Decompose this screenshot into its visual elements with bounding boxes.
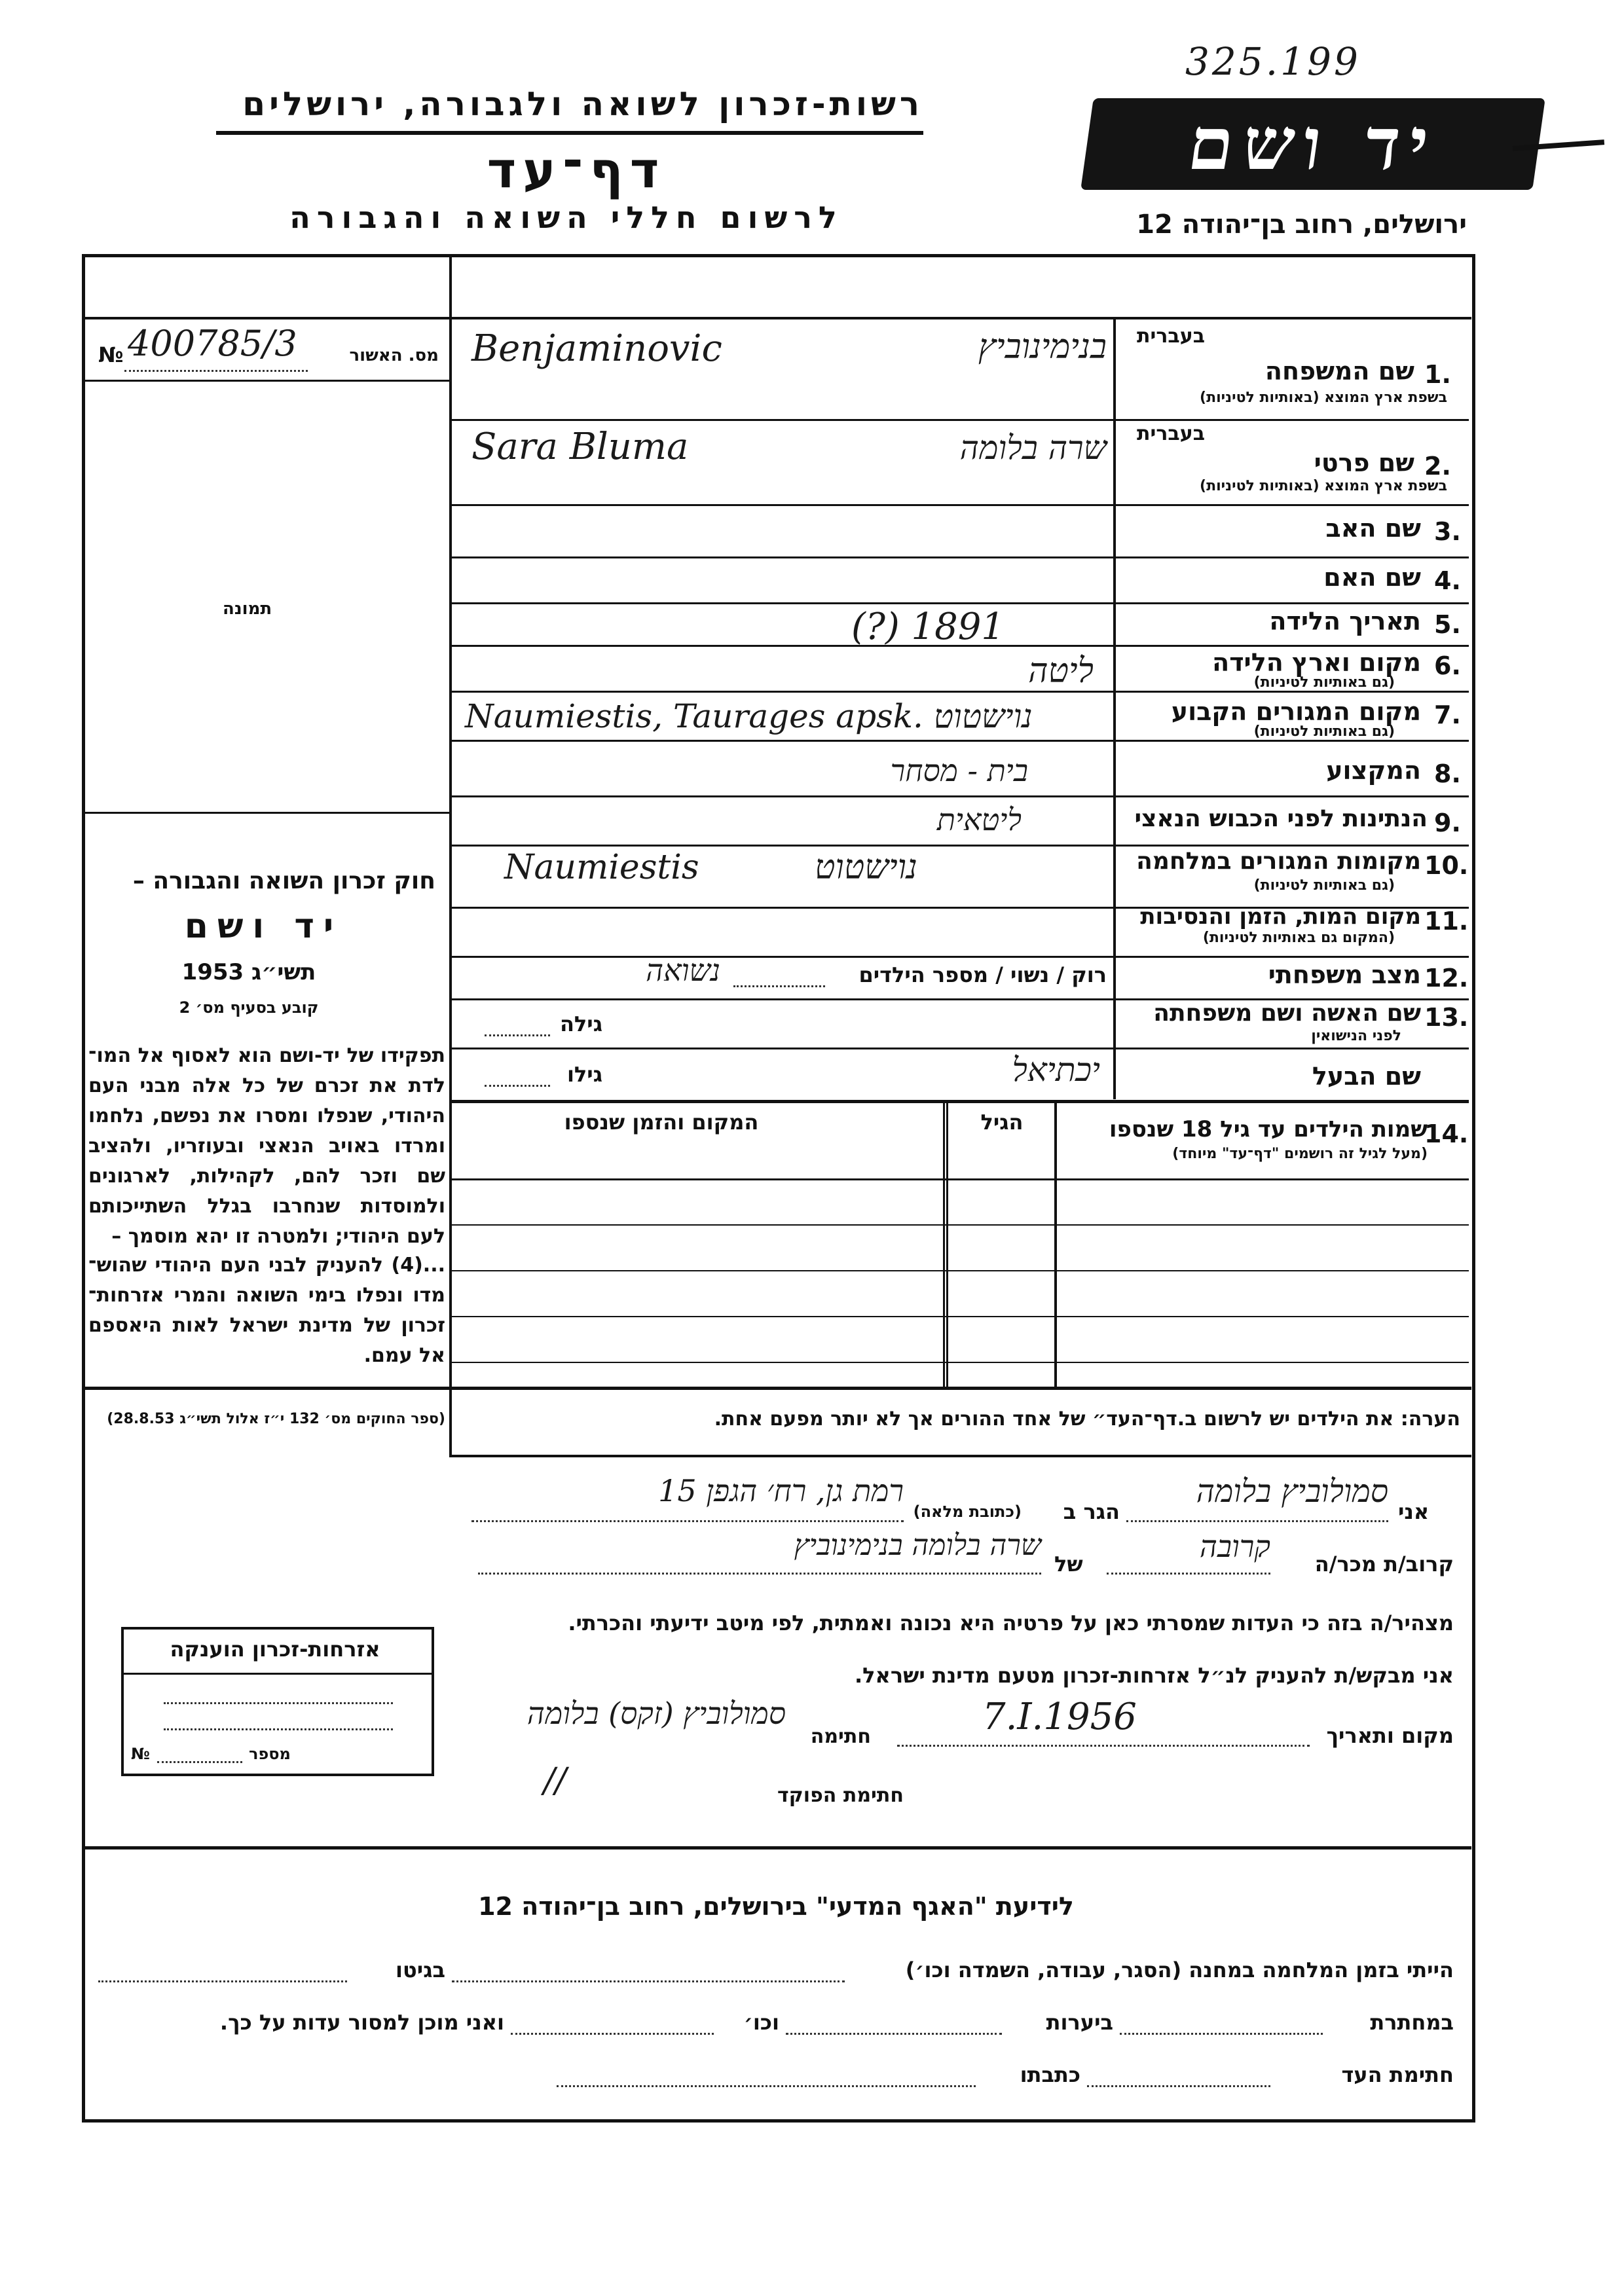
field-13-label: שם האשה ושם משפחתה [1153, 1000, 1421, 1027]
decl-request: אני מבקש/ת להעניק לנ״ל אזרחות-זכרון מטעם מדינת ישראל. [855, 1663, 1454, 1688]
law-paragraph-1: תפקידו של יד-ושם הוא לאסוף אל המו־ לדת את זכרם של כל אלה מבני העם היהודי, שנפלו ומסרו את נפשם, נלחמו ומרדו באויב הנאצי ובעוזריו, ולהציב שם וזכר להם, לקהילות, לארגונים ולמוסדות שנחרבו בגלל השתייכותם לעם היהודי; ולמטרה זו יהא מוסמך – [88, 1044, 445, 1248]
law-title: חוק זכרון השואה והגבורה – [132, 867, 435, 894]
left-column-divider [449, 254, 452, 1387]
decl-place-date-value[interactable]: 7.I.1956 [982, 1696, 1137, 1738]
citizenship-number-label: מספר [249, 1745, 291, 1763]
field-3-number: 3. [1434, 517, 1461, 546]
children-sub: (מעל לגיל זה רושמים "דף־עד" מיוחד) [1172, 1146, 1428, 1162]
field-12-label: מצב משפחתי [1268, 960, 1421, 989]
field-1-hebrew-label: בעברית [1137, 325, 1205, 348]
field-9-number: 9. [1434, 809, 1461, 837]
children-label: שמות הילדים עד גיל 18 שנספו [1109, 1116, 1428, 1142]
husband-age-label: גילו [566, 1062, 602, 1087]
footer-underground-label: במחתרת [1370, 2010, 1454, 2035]
decl-label-of: של [1054, 1552, 1083, 1576]
photo-label: תמונה [223, 599, 272, 619]
field-1-sub: בשפת ארץ המוצא (באותיות לטיניות) [1200, 390, 1447, 406]
field-10-number: 10. [1424, 851, 1469, 880]
field-4-label: שם האם [1323, 563, 1421, 592]
approval-number-value: 400785/3 [128, 323, 297, 364]
field-13-number: 13. [1424, 1003, 1469, 1032]
field-8-number: 8. [1434, 759, 1461, 788]
field-2-hebrew-label: בעברית [1137, 422, 1205, 445]
field-12-options: רוק / נשוי / מספר הילדים [858, 962, 1107, 987]
husband-value[interactable]: יכתיאל [1012, 1051, 1100, 1089]
field-12-number: 12. [1424, 964, 1469, 993]
decl-label-ani: אני [1398, 1499, 1430, 1524]
field-9-label: הנתינות לפני הכבוש הנאצי [1134, 805, 1428, 832]
field-2-sub: בשפת ארץ המוצא (באותיות לטיניות) [1200, 478, 1447, 494]
decl-label-relation: קרוב/ת מכר/ה [1314, 1552, 1454, 1576]
field-3-label: שם האב [1325, 514, 1421, 543]
children-col-age: הגיל [980, 1110, 1024, 1135]
form-purpose: לרשום חללי השואה והגבורה [289, 200, 843, 235]
field-2-value-hebrew[interactable]: שרה בלומה [959, 429, 1107, 467]
decl-label-lives: הגר ב [1063, 1499, 1120, 1524]
field-12-value[interactable]: נשואה [646, 953, 720, 988]
field-2-value-latin[interactable]: Sara Bluma [471, 426, 689, 468]
decl-victim-name[interactable]: שרה בלומה בנימינוביץ [794, 1529, 1041, 1562]
field-2-label: שם פרטי [1314, 448, 1414, 477]
field-11-label: מקום המות, הזמן והנסיבות [1140, 903, 1421, 930]
citizenship-number-symbol: № [131, 1745, 150, 1763]
husband-label: שם הבעל [1312, 1062, 1421, 1091]
field-11-number: 11. [1424, 907, 1469, 936]
footer-title: לידיעת "האגף המדעי" בירושלים, רחוב בן־יהודה 12 [478, 1892, 1074, 1921]
children-col-place: המקום והזמן שנספו [564, 1110, 759, 1135]
decl-address[interactable]: רמת גן, רח׳ הגפן 15 [658, 1473, 904, 1508]
footer-camp-label: הייתי בזמן המלחמה במחנה (הסגר, עבודה, השמדה וכו׳) [905, 1958, 1454, 1982]
footer-etc-label: וכו׳ [743, 2010, 779, 2035]
field-10-label: מקומות המגורים במלחמה [1136, 848, 1421, 875]
law-citation: (ספר החוקים מס׳ 132 י״ז אלול תשי״ג 28.8.53) [107, 1411, 445, 1427]
approval-label: מס. האשור [349, 346, 439, 365]
field-8-value[interactable]: בית - מסחר [890, 753, 1028, 788]
decl-statement: מצהיר/ה בזה כי העדות שמסרתי כאן על פרטיה היא נכונה ואמתית, לפי מיטב ידיעתי והכרתי. [568, 1611, 1454, 1635]
authority-underline [216, 131, 923, 135]
note: הערה: את הילדים יש לרשום ב.דף־העד״ של אחד ההורים אך לא יותר מפעם אחת. [714, 1408, 1460, 1430]
yad-vashem-logo [1080, 98, 1545, 190]
field-1-value-latin[interactable]: Benjaminovic [471, 327, 722, 370]
decl-declarant-name[interactable]: סמולוביץ בלומה [1196, 1473, 1388, 1510]
decl-relation[interactable]: קרובה [1199, 1529, 1270, 1564]
footer-address-label: כתבתו [1020, 2062, 1080, 2087]
approval-number-symbol: № [98, 342, 124, 367]
field-6-value[interactable]: ליטה [1028, 651, 1094, 691]
citizenship-title: אזרחות-זכרון הוענקה [170, 1637, 380, 1662]
law-year: תשי״ג 1953 [181, 959, 316, 985]
field-1-value-hebrew[interactable]: בנימינוביץ [978, 327, 1107, 367]
field-7-sub: (גם באותיות לטיניות) [1253, 723, 1395, 740]
field-5-label: תאריך הלידה [1269, 607, 1421, 636]
field-7-label: מקום המגורים הקבוע [1171, 697, 1421, 726]
field-14-number: 14. [1424, 1120, 1469, 1148]
field-7-number: 7. [1434, 701, 1461, 729]
decl-signature-label: חתימה [810, 1725, 871, 1748]
official-signature-mark: // [544, 1761, 567, 1800]
decl-place-date-label: מקום ותאריך [1326, 1723, 1454, 1748]
footer-witness-signature-label: חתימת העד [1341, 2062, 1454, 2087]
logo-text: יד ושם [1183, 101, 1443, 186]
law-name: יד ושם [184, 907, 343, 946]
footer-testify-label: ואני מוכן למסור עדות על כך. [219, 2010, 504, 2035]
field-13-sub: לפני הנישואין [1311, 1028, 1401, 1044]
field-6-label: מקום וארץ הלידה [1212, 648, 1421, 677]
field-13-age-label: גילה [559, 1011, 602, 1036]
decl-official-signature-label: חתימת הפוקד [777, 1784, 904, 1807]
field-9-value[interactable]: ליטאית [936, 802, 1022, 837]
field-5-number: 5. [1434, 610, 1461, 639]
field-8-label: המקצוע [1326, 756, 1421, 785]
field-6-sub: (גם באותיות לטיניות) [1253, 674, 1395, 691]
field-4-number: 4. [1434, 566, 1461, 595]
field-1-label: שם המשפחה [1264, 357, 1414, 386]
field-10-value[interactable]: Naumiestis נוישטוט [504, 848, 917, 887]
law-clause: קובע בסעיף מס׳ 2 [179, 998, 319, 1017]
decl-label-address: (כתובת מלאה) [913, 1503, 1022, 1521]
field-10-sub: (גם באותיות לטיניות) [1253, 877, 1395, 894]
address: ירושלים, רחוב בן־יהודה 12 [1136, 210, 1467, 240]
field-2-number: 2. [1424, 452, 1451, 481]
file-number: 325.199 [1185, 39, 1361, 84]
label-column-divider [1113, 317, 1116, 1099]
field-1-number: 1. [1424, 360, 1451, 389]
law-paragraph-2: ...(4) להעניק לבני העם היהודי שהוש־ מדו ונפלו בימי השואה והמרי אזרחות־ זכרון של מדינת ישראל לאות היאספם אל עמם. [88, 1254, 445, 1367]
field-7-value[interactable]: Naumiestis, Taurages apsk. נוישטוט [465, 697, 1033, 735]
footer-ghetto-label: בגיטו [396, 1958, 445, 1982]
authority-title: רשות-זכרון לשואה ולגבורה, ירושלים [242, 85, 923, 123]
footer-forests-label: ביערות [1046, 2010, 1113, 2035]
field-11-sub: (המקום גם באותיות לטיניות) [1202, 930, 1395, 946]
decl-signature-value[interactable]: סמולוביץ (זקס) בלומה [526, 1696, 786, 1731]
field-6-number: 6. [1434, 651, 1461, 680]
form-name: דף־עד [487, 141, 666, 199]
field-5-value[interactable]: (?) 1891 [851, 606, 1005, 648]
